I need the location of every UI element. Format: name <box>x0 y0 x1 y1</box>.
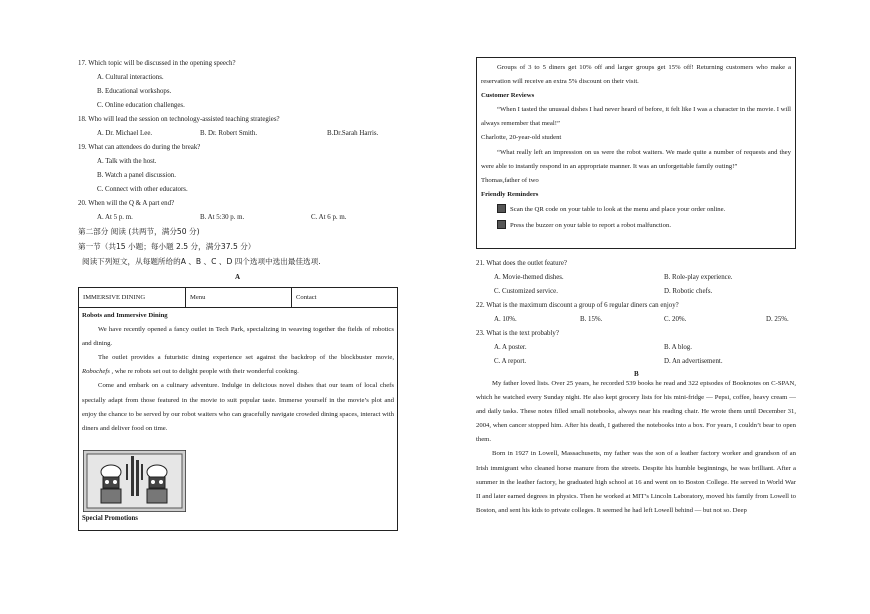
q22-option-c: C. 20%. <box>664 316 687 323</box>
q18-option-a: A. Dr. Michael Lee. <box>97 130 153 137</box>
q20-option-c: C. At 6 p. m. <box>311 214 347 221</box>
promotion-text: Groups of 3 to 5 diners get 10% off and larger groups get 15% off! Returning customers who make a reservation will receive an extra 5% discount on their visit. <box>481 64 791 86</box>
q20-option-b: B. At 5:30 p. m. <box>200 214 245 221</box>
passage-a-label: A <box>235 273 241 281</box>
qr-code-icon <box>497 204 506 213</box>
review-2: “What really left an impression on us were the robot waiters. We made quite a number of requests and they were able to instantly respond in an appropriate manner. It was an unforgettable family outing!” <box>481 148 791 170</box>
passage-b-label: B <box>634 370 639 378</box>
reviewer-2: Thomas,father of two <box>481 176 539 184</box>
q21-option-c: C. Customized service. <box>494 288 558 295</box>
ad-paragraph-2-post: , whe re robots set out to delight people with their wonderful cooking. <box>109 368 299 376</box>
reading-instruction: 阅读下列短文，从每题所给的A 、B 、C 、D 四个选项中选出最佳选项. <box>82 257 321 266</box>
q17-stem: 17. Which topic will be discussed in the opening speech? <box>78 60 236 67</box>
ad-continuation-box <box>476 57 796 249</box>
q23-option-d: D. An advertisement. <box>664 358 723 365</box>
q17-option-c: C. Online education challenges. <box>97 102 185 109</box>
tab-contact[interactable]: Contact <box>296 294 317 301</box>
q18-option-b: B. Dr. Robert Smith. <box>200 130 258 137</box>
ad-paragraph-2-pre: The outlet provides a futuristic dining experience set against the backdrop of the blockbuster movie, <box>98 354 394 362</box>
q21-option-b: B. Role-play experience. <box>664 274 733 281</box>
q22-option-d: D. 25%. <box>766 316 789 323</box>
q22-option-a: A. 10%. <box>494 316 517 323</box>
robots-dining-heading: Robots and Immersive Dining <box>82 312 168 319</box>
q23-option-c: C. A report. <box>494 358 527 365</box>
ad-paragraph-1: We have recently opened a fancy outlet in Tech Park, specializing in weaving together the fields of robotics and dining. <box>82 326 394 348</box>
q23-stem: 23. What is the text probably? <box>476 330 559 337</box>
q19-option-a: A. Talk with the host. <box>97 158 157 165</box>
section1-heading: 第一节（共15 小题；每小题 2.5 分，满分37.5 分） <box>78 242 256 251</box>
ad-paragraph-2 <box>82 351 394 379</box>
passage-b-paragraph-2: Born in 1927 in Lowell, Massachusetts, my father was the son of a leather factory worker and grandson of an Irish immigrant who cleaned horse manure from the streets. Despite his humble beginnings, he was brilliant. After a summer in the leather factory, he graduated high school at 16 and went on to Boston College. He served in World War II and later earned degrees in physics. Then he worked at MIT’s Lincoln Laboratory, moved his family from Lowell to Boston, and sent his kids to private colleges. It seemed he had left Lowell behind — but not so. Deep <box>476 450 796 514</box>
q23-option-a: A. A poster. <box>494 344 527 351</box>
friendly-reminders-heading: Friendly Reminders <box>481 190 539 198</box>
ad-tab-bar <box>79 288 397 308</box>
special-promotions-heading: Special Promotions <box>82 515 138 522</box>
q20-stem: 20. When will the Q & A part end? <box>78 200 175 207</box>
q22-option-b: B. 15%. <box>580 316 603 323</box>
q21-option-a: A. Movie-themed dishes. <box>494 274 564 281</box>
customer-reviews-heading: Customer Reviews <box>481 92 535 100</box>
passage-b-body <box>476 377 796 518</box>
ad-box <box>78 287 398 531</box>
ad-continuation-body <box>481 61 791 234</box>
q22-stem: 22. What is the maximum discount a group of 6 regular diners can enjoy? <box>476 302 679 309</box>
q19-option-b: B. Watch a panel discussion. <box>97 172 176 179</box>
buzzer-icon <box>497 220 506 229</box>
reminder-2-text: Press the buzzer on your table to report a robot malfunction. <box>510 221 672 229</box>
review-1: “When I tasted the unusual dishes I had never heard of before, it felt like I was a character in the movie. I will always remember that meal!” <box>481 106 791 128</box>
q20-option-a: A. At 5 p. m. <box>97 214 133 221</box>
ad-body <box>82 309 394 436</box>
q19-option-c: C. Connect with other educators. <box>97 186 188 193</box>
robot-chef-image <box>83 450 186 512</box>
q21-option-d: D. Robotic chefs. <box>664 288 713 295</box>
q17-option-a: A. Cultural interactions. <box>97 74 164 81</box>
tab-menu[interactable]: Menu <box>186 288 292 307</box>
movie-title: Robochefs <box>82 368 110 376</box>
robot-chef-illustration <box>83 450 186 512</box>
ad-paragraph-3: Come and embark on a culinary adventure. Indulge in delicious novel dishes that our team of local chefs specially adapt from those featured in the movie to suit popular taste. Immerse yourself in the movie’s plot and enjoy the chance to be served by our robot waiters who can gracefully navigate crowded dining spaces, interact with diners and deliver food on time. <box>82 382 394 432</box>
reminder-1-text: Scan the QR code on your table to look at the menu and place your order online. <box>510 205 726 213</box>
q19-stem: 19. What can attendees do during the break? <box>78 144 201 151</box>
q18-option-c: B.Dr.Sarah Harris. <box>327 130 379 137</box>
passage-b-paragraph-1: My father loved lists. Over 25 years, he recorded 539 books he read and 322 episodes of Booknotes on C-SPAN, which he watched every Sunday night. He also kept grocery lists for his mini-fridge — Pepsi, coffee, heavy cream — and daily tasks. These notes filled small notebooks, always near his reading chair. He wrote them until December 31, 2004, when cancer stopped him. After his death, I gathered the notebooks into a box. For years, I couldn’t bear to open them. <box>476 380 796 444</box>
reminder-2 <box>481 218 791 234</box>
q21-stem: 21. What does the outlet feature? <box>476 260 567 267</box>
tab-immersive-dining[interactable]: IMMERSIVE DINING <box>79 288 186 307</box>
q23-option-b: B. A blog. <box>664 344 692 351</box>
q17-option-b: B. Educational workshops. <box>97 88 172 95</box>
reviewer-1: Charlotte, 20-year-old student <box>481 134 562 142</box>
reminder-1 <box>481 202 791 218</box>
q18-stem: 18. Who will lead the session on technology-assisted teaching strategies? <box>78 116 280 123</box>
part2-heading: 第二部分 阅读 (共两节，满分50 分) <box>78 227 200 236</box>
